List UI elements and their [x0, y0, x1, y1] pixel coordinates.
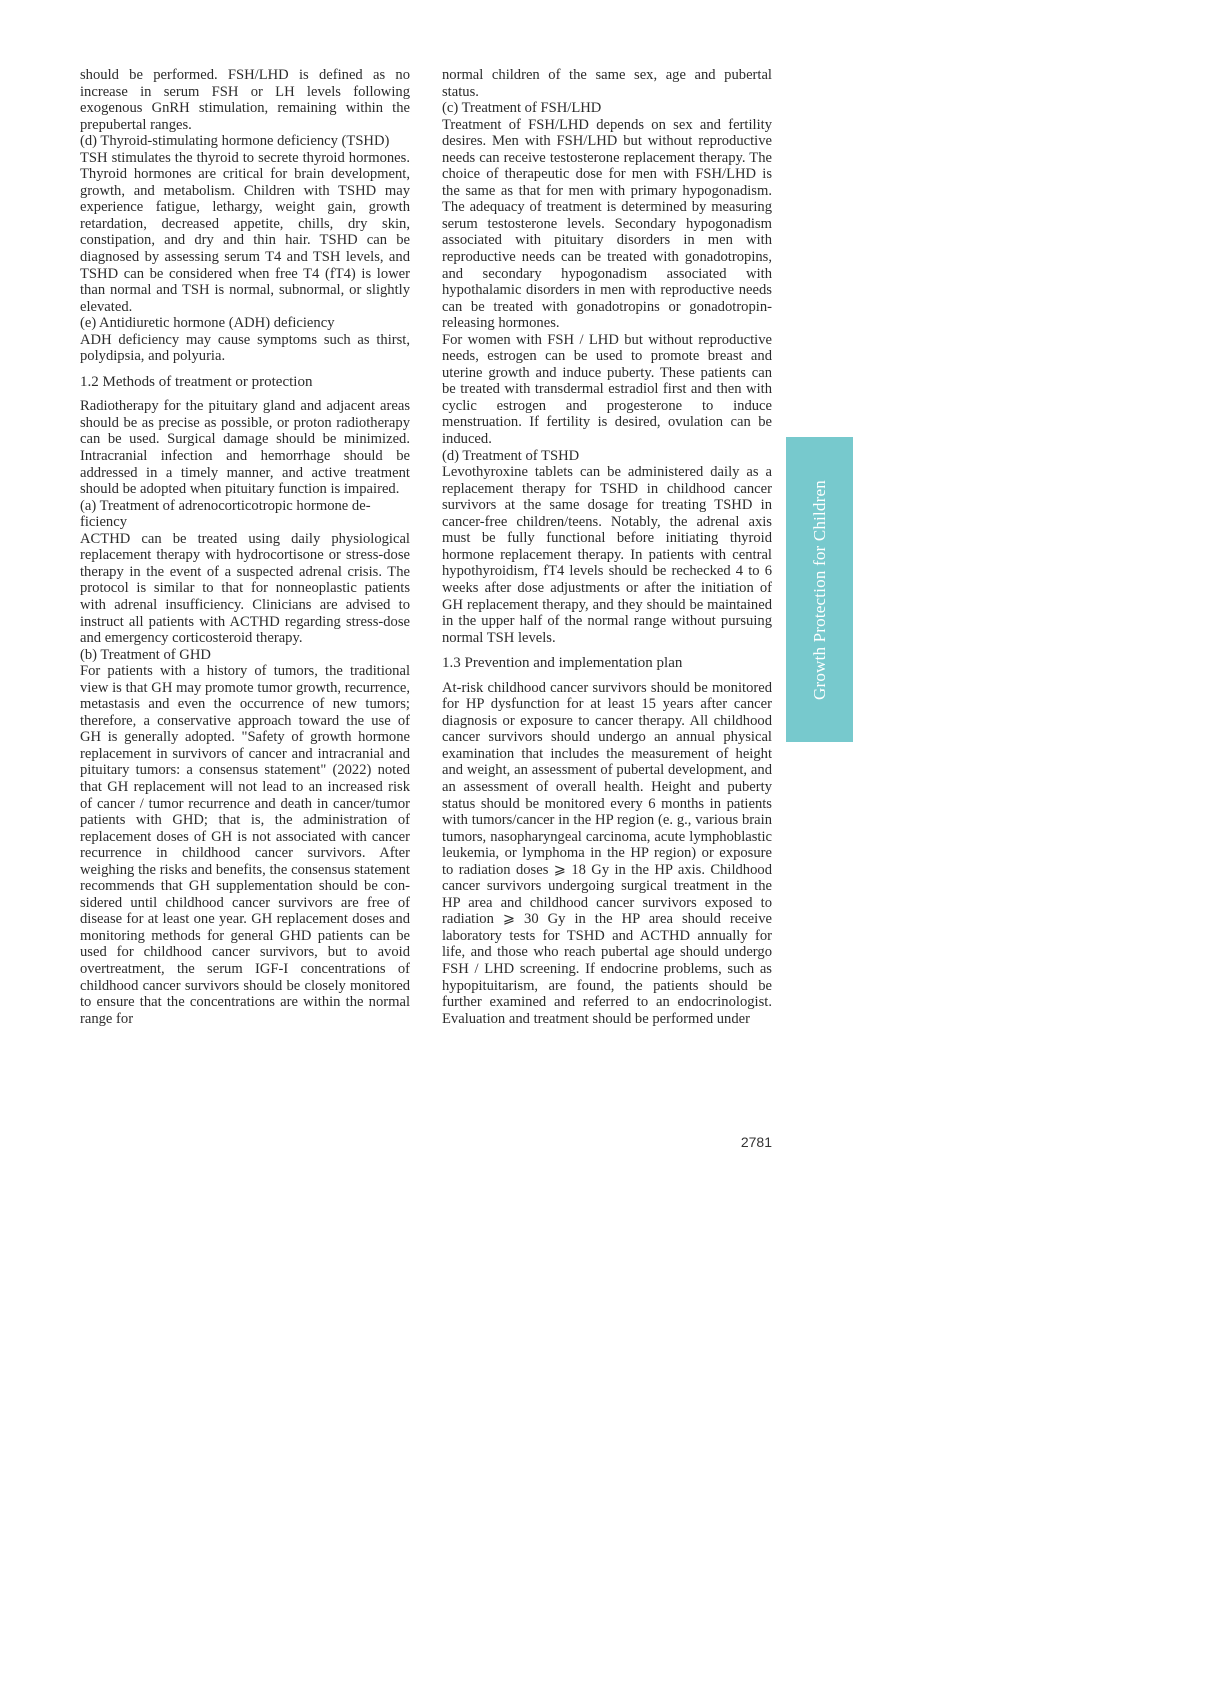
subsection-heading: (d) Thyroid-stimulating hormone deficiency (TSHD)	[80, 133, 390, 150]
subsection-heading: (a) Treatment of adrenocorticotropic hormone deficiency	[80, 497, 371, 531]
subsection-heading: (d) Treatment of TSHD	[442, 447, 580, 464]
section-heading: 1.3 Prevention and implementation plan	[442, 655, 683, 672]
side-tab	[786, 437, 853, 742]
paragraph: For women with FSH / LHD but without reproductive needs, estrogen can be used to promote breast and uterine growth and induce puberty. These patients can be treated with transdermal estradiol first and then with cyclic estrogen and progesterone to induce menstruation. If fertility is desired, ovulation can be induced.	[442, 331, 772, 448]
page-number: 2781	[740, 1134, 772, 1150]
paragraph: At-risk childhood cancer survivors should be monitored for HP dysfunction for at least 15 years after cancer diagnosis or exposure to cancer therapy. All childhood cancer survivors should undergo an annual physical examination that includes the measurement of height and weight, an assessment of pubertal development, and an assessment of overall health. Height and puberty status should be monitored every 6 months in patients with tumors/cancer in the HP region (e. g., various brain tumors, nasopharyngeal carcinoma, acute lymphoblastic leukemia, or lymphoma in the HP region) or exposure to radiation doses ⩾ 18 Gy in the HP axis. Childhood cancer survivors undergoing surgical treatment in the HP area and childhood cancer survivors exposed to radiation ⩾ 30 Gy in the HP area should receive laboratory tests for TSHD and ACTHD annually for life, and those who reach pubertal age should undergo FSH / LHD screening. If endocrine problems, such as hypopituitarism, are found, the patients should be further examined and referred to an endocrinologist. Evaluation and treatment should be performed under	[442, 679, 772, 1027]
paragraph: ADH deficiency may cause symptoms such as thirst, polydipsia, and polyuria.	[80, 331, 410, 365]
paragraph: Radiotherapy for the pituitary gland and adjacent areas should be as precise as possible, or proton radiotherapy can be used. Surgical damage should be minimized. Intracranial infection and hemorrhage should be addressed in a timely manner, and active treatment should be adopted when pituitary function is impaired.	[80, 398, 410, 498]
section-heading: 1.2 Methods of treatment or protection	[80, 373, 313, 390]
paragraph: ACTHD can be treated using daily physiological replacement therapy with hydrocortisone or stress-dose therapy in the event of a suspected adrenal crisis. The protocol is similar to that for nonneoplastic patients with adrenal insufficiency. Clinicians are advised to instruct all patients with ACTHD regarding stress-dose and emergency corticosteroid therapy.	[80, 530, 410, 647]
paragraph: should be performed. FSH/LHD is defined as no increase in serum FSH or LH levels following exogenous GnRH stimulation, remaining within the prepubertal ranges.	[80, 67, 410, 133]
left-column	[80, 67, 410, 1027]
side-tab-label: Growth Protection for Children	[809, 479, 829, 700]
paragraph: normal children of the same sex, age and pubertal status.	[442, 67, 772, 100]
paragraph: Levothyroxine tablets can be administered daily as a replacement therapy for TSHD in childhood cancer survivors at the same dosage for treating TSHD in cancer-free children/teens. Notably, the adrenal axis must be fully functional before initiating thyroid hormone replacement therapy. In patients with central hypothyroidism, fT4 levels should be rechecked 4 to 6 weeks after dose adjustments or after the initiation of GH replacement therapy, and they should be maintained in the upper half of the normal range without pursuing normal TSH levels.	[442, 464, 772, 646]
paragraph: For patients with a history of tumors, the traditional view is that GH may promote tumor growth, recurrence, metastasis and even the occurrence of new tumors; therefore, a conservative approach toward the use of GH is generally adopted. "Safety of growth hormone replacement in survivors of cancer and intracranial and pituitary tumors: a consensus statement" (2022) noted that GH replacement will not lead to an increased risk of cancer / tumor recurrence and death in cancer/tumor patients with GHD; that is, the administration of replacement doses of GH is not associated with cancer recurrence in childhood cancer survivors. After weighing the risks and benefits, the consensus statement recommends that GH supplementation should be considered until childhood cancer survivors are free of disease for at least one year. GH replacement doses and monitoring methods for general GHD patients can be used for childhood cancer survivors, but to avoid overtreatment, the serum IGF-I concentrations of childhood cancer survivors should be closely monitored to ensure that the concentrations are within the normal range for	[80, 663, 410, 1027]
subsection-heading: (b) Treatment of GHD	[80, 646, 211, 663]
subsection-heading: (e) Antidiuretic hormone (ADH) deficiency	[80, 315, 335, 332]
right-column	[442, 67, 772, 1027]
subsection-heading: (c) Treatment of FSH/LHD	[442, 100, 602, 117]
paragraph: Treatment of FSH/LHD depends on sex and fertility desires. Men with FSH/LHD but without reproductive needs can receive testosterone replacement therapy. The choice of therapeutic dose for men with FSH/LHD is the same as that for men with primary hypogonadism. The adequacy of treatment is determined by measuring serum testosterone levels. Secondary hypogonadism associated with pituitary disorders in men with reproductive needs can be treated with gonadotropins, and secondary hypogonadism associated with hypothalamic disorders in men with reproductive needs can be treated with gonadotropins or gonadotropin-releasing hormones.	[442, 116, 772, 332]
paragraph: TSH stimulates the thyroid to secrete thyroid hormones. Thyroid hormones are critical for brain development, growth, and metabolism. Children with TSHD may experience fatigue, lethargy, weight gain, growth retardation, decreased appetite, chills, dry skin, constipation, and dry and thin hair. TSHD can be diagnosed by assessing serum T4 and TSH levels, and TSHD can be considered when free T4 (fT4) is lower than normal and TSH is normal, subnormal, or slightly elevated.	[80, 149, 410, 315]
